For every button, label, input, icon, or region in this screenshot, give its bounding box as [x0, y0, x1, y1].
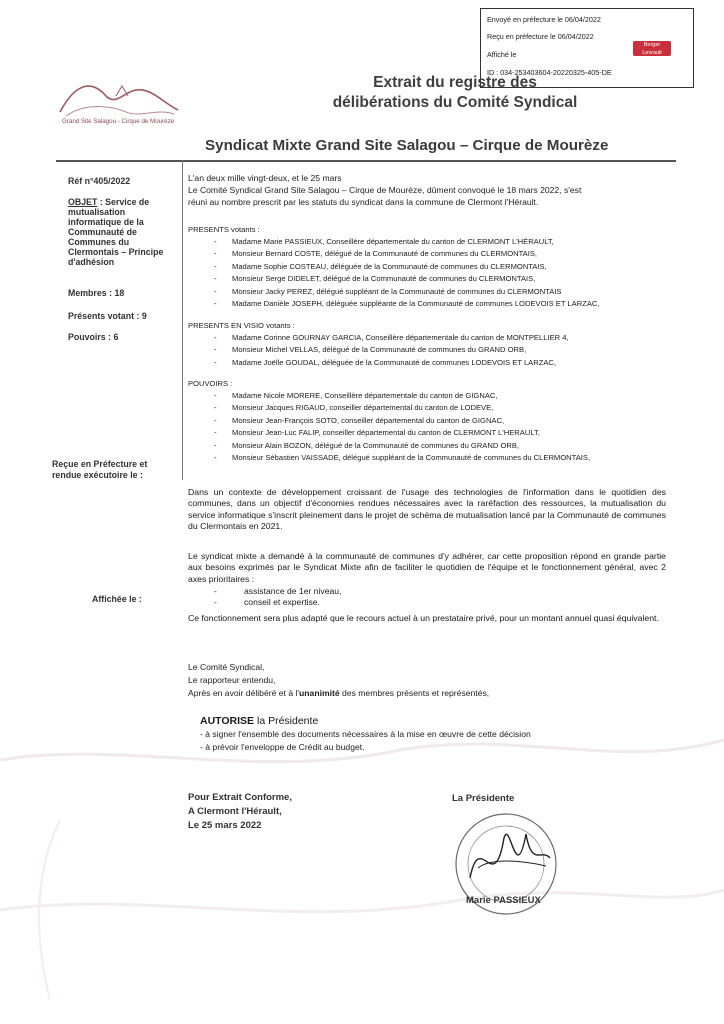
presents-list — [214, 236, 600, 310]
comite-line: Le Comité Syndical, — [188, 662, 265, 672]
presidente-title: La Présidente — [452, 793, 515, 804]
date-signature: Le 25 mars 2022 — [188, 820, 262, 831]
list-item: - Monsieur Michel VELLAS, délégué de la Communauté de communes du GRAND ORB, — [214, 344, 569, 356]
list-item: - Madame Corinne GOURNAY GARCIA, Conseillère départementale du canton de MONTPELLIER 4, — [214, 332, 569, 344]
list-item: - Monsieur Bernard COSTE, délégué de la Communauté de communes du CLERMONTAIS, — [214, 248, 600, 260]
signataire-name: Marie PASSIEUX — [466, 895, 541, 906]
reference-number: Réf n°405/2022 — [68, 176, 131, 186]
objet-line-5: Communes du — [68, 237, 130, 247]
presents-votant-count: Présents votant : 9 — [68, 311, 147, 321]
membres-count: Membres : 18 — [68, 288, 125, 298]
delibere-line: Après en avoir délibéré et à l'unanimité des membres présents et représentés, — [188, 688, 490, 698]
rapporteur-line: Le rapporteur entendu, — [188, 675, 276, 685]
badge-line-1: Berger — [643, 42, 661, 48]
paragraph-demande: Le syndicat mixte a demandé à la communauté de communes d'y adhérer, car cette proposition répond en grande partie aux besoins exprimés par le Syndicat Mixte afin de faciliter le quotidien de l'équipe et le fonctionnement général, avec 2 axes prioritaires : — [188, 551, 666, 584]
list-item: - Monsieur Jean-François SOTO, conseiller départemental du canton de GIGNAC, — [214, 415, 590, 427]
list-item: - Madame Joëlle GOUDAL, déléguée de la Communauté de communes LODEVOIS ET LARZAC, — [214, 357, 569, 369]
pouvoirs-title: POUVOIRS : — [188, 379, 233, 388]
list-item: - Monsieur Serge DIDELET, délégué de la Communauté de communes du CLERMONTAIS, — [214, 273, 600, 285]
axes-list — [214, 586, 341, 609]
autorise-line: AUTORISE la Présidente — [200, 715, 319, 727]
recue-prefecture-label: Reçue en Préfecture et — [52, 459, 148, 469]
list-item: - Madame Nicole MORERE, Conseillère départementale du canton de GIGNAC, — [214, 390, 590, 402]
pouvoirs-count: Pouvoirs : 6 — [68, 332, 119, 342]
autorise-label: AUTORISE — [200, 715, 255, 727]
stamp-affiche: Affiché le — [487, 50, 517, 59]
column-divider — [182, 160, 183, 480]
paragraph-context: Dans un contexte de développement croissant de l'usage des technologies de l'information dans le quotidien des communes, dans un objectif d'économies rendues nécessaires avec la raréfaction des ressources, la mutualisation du service informatique s'inscrit pleinement dans le projet de schéma de mutualisation lancé par la Communauté de communes du Clermontais en 2021. — [188, 487, 666, 531]
objet-line-2: mutualisation — [68, 207, 126, 217]
header-divider — [56, 160, 676, 162]
list-item: - Monsieur Alain BOZON, délégué de la Communauté de communes du GRAND ORB, — [214, 440, 590, 452]
objet-line-3: informatique de la — [68, 217, 144, 227]
paragraph-fonctionnement: Ce fonctionnement sera plus adapté que le recours actuel à un prestataire privé, pour un montant annuel quasi équivalent. — [188, 613, 659, 623]
list-item: - Madame Danièle JOSEPH, déléguée suppléante de la Communauté de communes LODEVOIS ET LARZAC, — [214, 298, 600, 310]
list-item: - assistance de 1er niveau, — [214, 586, 342, 596]
stamp-id: ID : 034-253403604-20220325-405-DE — [487, 68, 612, 77]
decision-2: - à prévoir l'enveloppe de Crédit au budget. — [200, 742, 365, 752]
intro-date: L'an deux mille vingt-deux, et le 25 mars — [188, 173, 342, 183]
unanimite-text: unanimité — [299, 688, 340, 698]
list-item: - Monsieur Jacques RIGAUD, conseiller départemental du canton de LODEVE, — [214, 402, 590, 414]
syndicat-name: Syndicat Mixte Grand Site Salagou – Cirque de Mourèze — [205, 137, 609, 154]
decision-1: - à signer l'ensemble des documents nécessaires à la mise en œuvre de cette décision — [200, 729, 531, 739]
visio-title: PRESENTS EN VISIO votants : — [188, 321, 295, 330]
list-item: - conseil et expertise. — [214, 597, 320, 608]
stamp-envoye: Envoyé en préfecture le 06/04/2022 — [487, 15, 601, 24]
rendue-executoire-label: rendue exécutoire le : — [52, 470, 143, 480]
berger-levrault-logo — [633, 41, 671, 56]
visio-list — [214, 332, 569, 369]
list-item: - Monsieur Sébastien VAISSADE, délégué suppléant de la Communauté de communes du CLERMONTAIS, — [214, 452, 590, 464]
list-item: - Madame Sophie COSTEAU, déléguée de la Communauté de communes du CLERMONTAIS, — [214, 261, 600, 273]
document-title: Extrait du registre des — [373, 74, 537, 91]
list-item: - Monsieur Jacky PEREZ, délégué suppléant de la Communauté de communes du CLERMONTAIS — [214, 286, 600, 298]
list-item: - Madame Marie PASSIEUX, Conseillère départementale du canton de CLERMONT L'HÉRAULT, — [214, 236, 600, 248]
presents-title: PRESENTS votants : — [188, 225, 260, 234]
objet-line-6: Clermontais – Principe — [68, 247, 164, 257]
objet-line-1: : Service de — [99, 197, 150, 207]
lieu-signature: A Clermont l'Hérault, — [188, 806, 282, 817]
pouvoirs-list — [214, 390, 590, 464]
pour-extrait-conforme: Pour Extrait Conforme, — [188, 792, 292, 803]
stamp-recu: Reçu en préfecture le 06/04/2022 — [487, 32, 594, 41]
document-title-line-2: délibérations du Comité Syndical — [332, 94, 578, 111]
watermark-landscape — [0, 700, 724, 1020]
intro-convocation: Le Comité Syndical Grand Site Salagou – Cirque de Mourèze, dûment convoqué le 18 mars 2022, s'est — [188, 185, 582, 195]
affichee-label: Affichée le : — [92, 594, 142, 604]
list-item: - Monsieur Jean-Luc FALIP, conseiller départemental du canton de CLERMONT L'HERAULT, — [214, 427, 590, 439]
logo-caption: Grand Site Salagou - Cirque de Mourèze — [62, 118, 175, 125]
badge-line-2: Levrault — [642, 50, 662, 56]
objet-label: OBJET — [68, 197, 98, 207]
objet-line-7: d'adhésion — [68, 257, 115, 267]
objet-line-4: Communauté de — [68, 227, 137, 237]
objet-block — [68, 197, 180, 267]
intro-lieu: réuni au nombre prescrit par les statuts du syndicat dans la commune de Clermont l'Hérault. — [188, 197, 539, 207]
